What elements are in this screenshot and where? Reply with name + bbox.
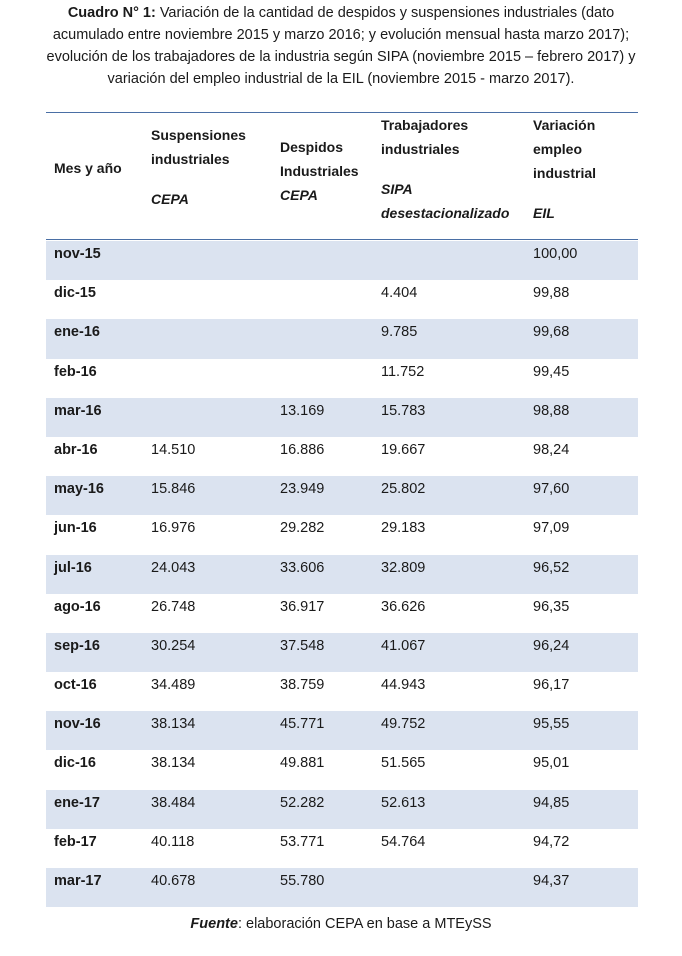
cell-trabajadores: 19.667 bbox=[381, 441, 426, 458]
table-row bbox=[46, 555, 638, 594]
cell-despidos: 49.881 bbox=[280, 755, 325, 772]
cell-despidos: 13.169 bbox=[280, 402, 325, 419]
cell-trabajadores: 36.626 bbox=[381, 598, 426, 615]
header-trab-line2: industriales bbox=[381, 141, 460, 157]
header-suspensiones bbox=[151, 123, 246, 211]
cell-suspensiones: 38.484 bbox=[151, 794, 196, 811]
header-trab-source2: desestacionalizado bbox=[381, 205, 510, 221]
table-row bbox=[46, 359, 638, 398]
table-header bbox=[46, 113, 638, 239]
table-row bbox=[46, 633, 638, 672]
cell-variacion: 94,37 bbox=[533, 873, 570, 889]
cell-variacion: 94,85 bbox=[533, 794, 570, 811]
cell-trabajadores: 9.785 bbox=[381, 324, 418, 341]
header-var-source: EIL bbox=[533, 205, 555, 221]
source-label: Fuente bbox=[190, 916, 238, 932]
cell-month: abr-16 bbox=[54, 441, 98, 458]
cell-despidos: 37.548 bbox=[280, 637, 325, 654]
table-row bbox=[46, 515, 638, 554]
table-row bbox=[46, 437, 638, 476]
header-desp-source: CEPA bbox=[280, 187, 318, 203]
header-trabajadores bbox=[381, 113, 509, 225]
cell-month: mar-16 bbox=[54, 402, 102, 419]
table-row bbox=[46, 476, 638, 515]
cell-trabajadores: 44.943 bbox=[381, 677, 426, 694]
header-despidos bbox=[280, 135, 359, 207]
cell-month: nov-15 bbox=[54, 246, 101, 262]
cell-variacion: 97,09 bbox=[533, 520, 570, 537]
header-variacion bbox=[533, 113, 596, 225]
cell-despidos: 16.886 bbox=[280, 441, 325, 458]
caption-label: Cuadro N° 1: bbox=[67, 5, 156, 21]
cell-suspensiones: 34.489 bbox=[151, 677, 196, 694]
cell-suspensiones: 38.134 bbox=[151, 755, 196, 772]
table-row bbox=[46, 868, 638, 907]
cell-month: ene-17 bbox=[54, 794, 100, 811]
cell-month: feb-17 bbox=[54, 833, 97, 850]
cell-month: jun-16 bbox=[54, 520, 97, 537]
caption-line-4: variación del empleo industrial de la EIL (noviembre 2015 - marzo 2017). bbox=[107, 71, 575, 87]
header-var-line3: industrial bbox=[533, 165, 597, 181]
cell-despidos: 36.917 bbox=[280, 598, 325, 615]
cell-month: may-16 bbox=[54, 481, 104, 498]
cell-trabajadores: 32.809 bbox=[381, 559, 426, 576]
caption-line-1: Variación de la cantidad de despidos y suspensiones industriales (dato bbox=[159, 5, 615, 21]
table-row bbox=[46, 790, 638, 829]
cell-suspensiones: 15.846 bbox=[151, 481, 196, 498]
cell-month: dic-15 bbox=[54, 285, 96, 302]
table-source-note bbox=[10, 914, 672, 934]
header-trab-source1: SIPA bbox=[381, 181, 413, 197]
table-row bbox=[46, 672, 638, 711]
cell-despidos: 45.771 bbox=[280, 716, 325, 733]
source-text: : elaboración CEPA en base a MTEySS bbox=[237, 916, 492, 932]
cell-despidos: 52.282 bbox=[280, 794, 325, 811]
table-row bbox=[46, 280, 638, 319]
cell-despidos: 38.759 bbox=[280, 677, 325, 694]
cell-suspensiones: 38.134 bbox=[151, 716, 196, 733]
cell-month: mar-17 bbox=[54, 873, 102, 889]
header-susp-line2: industriales bbox=[151, 151, 230, 167]
cell-trabajadores: 49.752 bbox=[381, 716, 426, 733]
cell-month: jul-16 bbox=[54, 559, 92, 576]
cell-trabajadores: 11.752 bbox=[381, 363, 425, 380]
cell-month: sep-16 bbox=[54, 637, 100, 654]
table-body bbox=[46, 241, 638, 907]
cell-variacion: 96,35 bbox=[533, 598, 570, 615]
cell-trabajadores: 25.802 bbox=[381, 481, 426, 498]
table-row bbox=[46, 319, 638, 358]
header-trab-line1: Trabajadores bbox=[381, 117, 469, 133]
table-caption bbox=[10, 2, 672, 90]
cell-trabajadores: 51.565 bbox=[381, 755, 426, 772]
cell-suspensiones: 24.043 bbox=[151, 559, 196, 576]
cell-suspensiones: 26.748 bbox=[151, 598, 196, 615]
header-var-line2: empleo bbox=[533, 141, 583, 157]
cell-month: oct-16 bbox=[54, 677, 97, 694]
cell-suspensiones: 14.510 bbox=[151, 441, 196, 458]
cell-variacion: 95,01 bbox=[533, 755, 570, 772]
cell-variacion: 98,88 bbox=[533, 402, 570, 419]
cell-variacion: 99,68 bbox=[533, 324, 570, 341]
cell-month: ago-16 bbox=[54, 598, 101, 615]
cell-trabajadores: 15.783 bbox=[381, 402, 426, 419]
table-row bbox=[46, 398, 638, 437]
cell-suspensiones: 30.254 bbox=[151, 637, 196, 654]
cell-variacion: 96,17 bbox=[533, 677, 570, 694]
cell-despidos: 53.771 bbox=[280, 833, 325, 850]
table-header-rule bbox=[46, 239, 638, 240]
cell-month: ene-16 bbox=[54, 324, 100, 341]
cell-variacion: 96,24 bbox=[533, 637, 570, 654]
cell-despidos: 23.949 bbox=[280, 481, 325, 498]
cell-trabajadores: 54.764 bbox=[381, 833, 426, 850]
cell-suspensiones: 40.118 bbox=[151, 833, 195, 850]
cell-variacion: 99,45 bbox=[533, 363, 570, 380]
header-desp-line1: Despidos bbox=[280, 139, 344, 155]
table-row bbox=[46, 750, 638, 789]
cell-variacion: 96,52 bbox=[533, 559, 570, 576]
table-row bbox=[46, 711, 638, 750]
cell-trabajadores: 41.067 bbox=[381, 637, 426, 654]
header-susp-source: CEPA bbox=[151, 191, 189, 207]
cell-variacion: 99,88 bbox=[533, 285, 570, 302]
header-month: Mes y año bbox=[54, 160, 122, 176]
cell-month: dic-16 bbox=[54, 755, 96, 772]
cell-suspensiones: 16.976 bbox=[151, 520, 196, 537]
cell-despidos: 33.606 bbox=[280, 559, 325, 576]
cell-despidos: 29.282 bbox=[280, 520, 325, 537]
cell-variacion: 97,60 bbox=[533, 481, 570, 498]
cell-month: feb-16 bbox=[54, 363, 97, 380]
cell-trabajadores: 52.613 bbox=[381, 794, 426, 811]
cell-month: nov-16 bbox=[54, 716, 101, 733]
table-row bbox=[46, 241, 638, 280]
header-var-line1: Variación bbox=[533, 117, 596, 133]
cell-trabajadores: 29.183 bbox=[381, 520, 426, 537]
cell-suspensiones: 40.678 bbox=[151, 873, 196, 889]
cell-despidos: 55.780 bbox=[280, 873, 325, 889]
header-susp-line1: Suspensiones bbox=[151, 127, 246, 143]
caption-line-2: acumulado entre noviembre 2015 y marzo 2016; y evolución mensual hasta marzo 2017); bbox=[52, 27, 630, 43]
table-row bbox=[46, 829, 638, 868]
header-desp-line2: Industriales bbox=[280, 163, 359, 179]
table-row bbox=[46, 594, 638, 633]
cell-variacion: 98,24 bbox=[533, 441, 570, 458]
caption-line-3: evolución de los trabajadores de la industria según SIPA (noviembre 2015 – febrero 2017) y bbox=[46, 49, 636, 65]
cell-variacion: 94,72 bbox=[533, 833, 570, 850]
cell-variacion: 100,00 bbox=[533, 246, 578, 262]
cell-variacion: 95,55 bbox=[533, 716, 570, 733]
cell-trabajadores: 4.404 bbox=[381, 285, 418, 302]
